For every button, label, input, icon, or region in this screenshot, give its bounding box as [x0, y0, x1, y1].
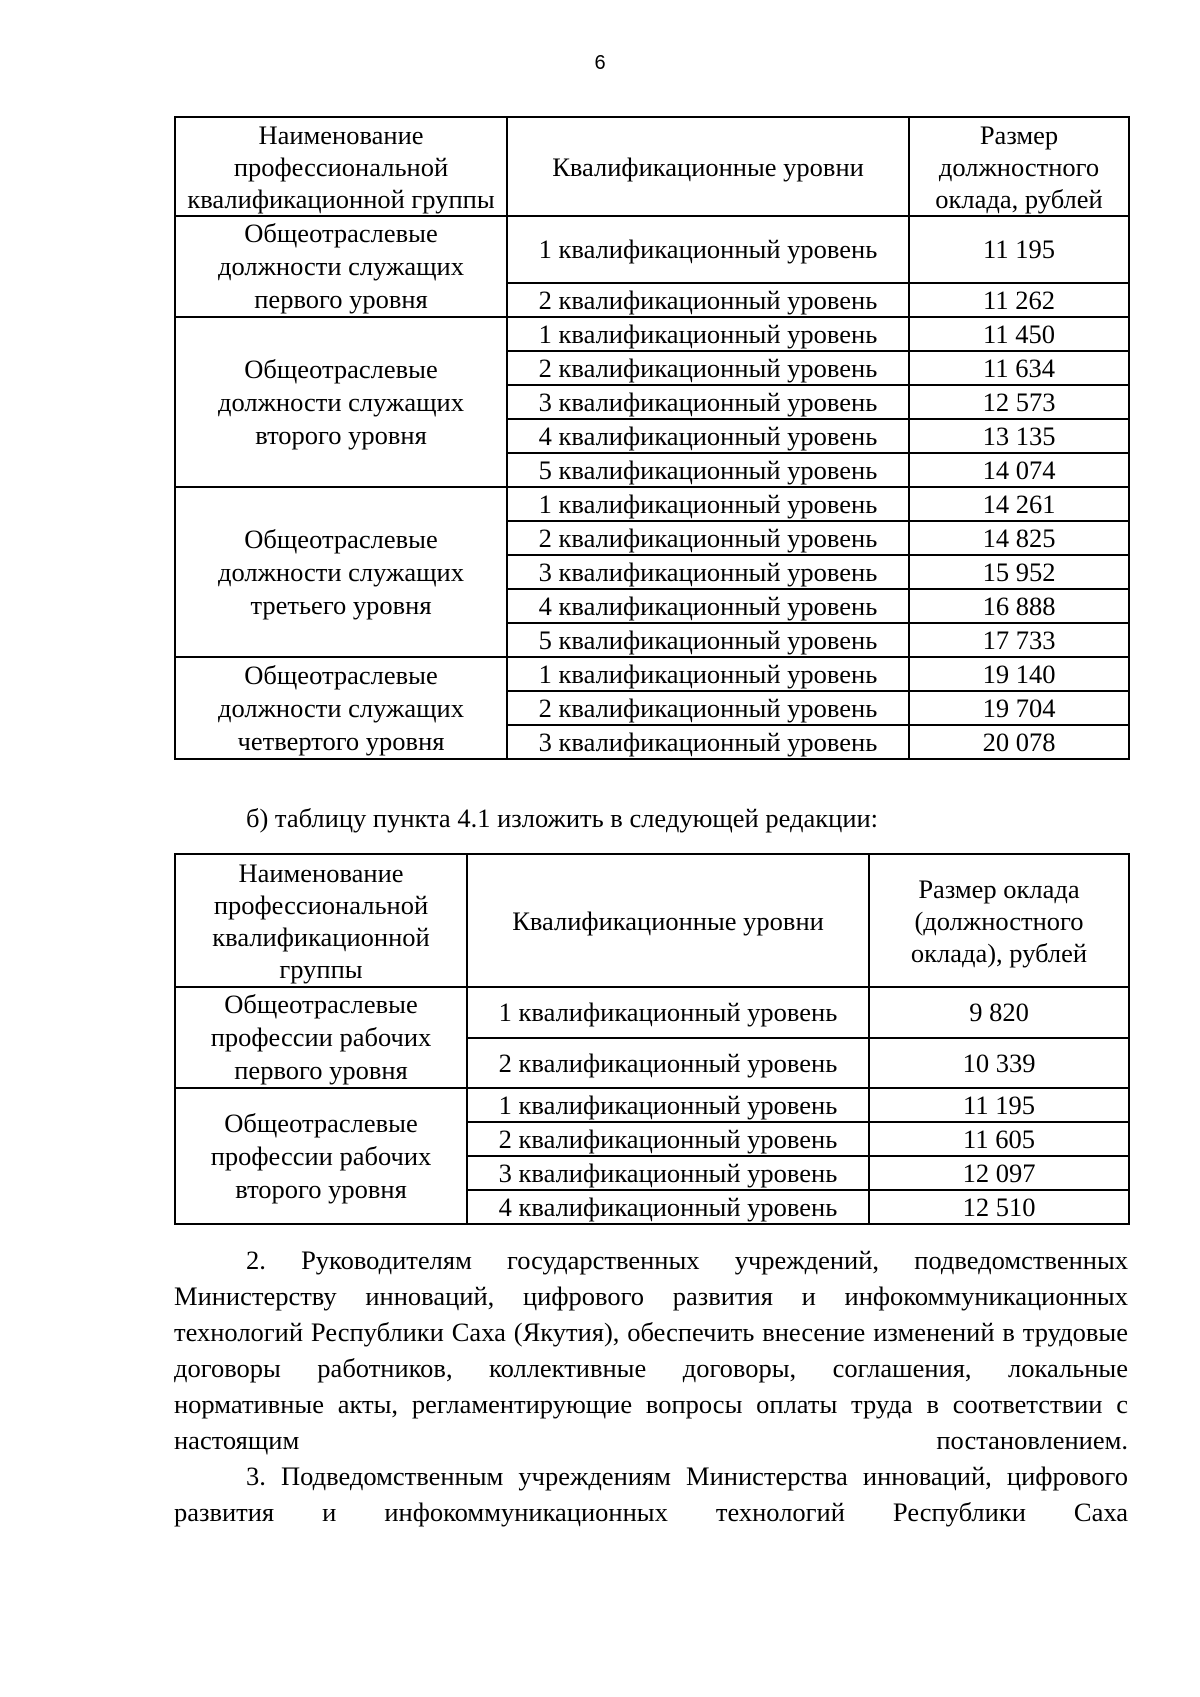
intro-b-text: б) таблицу пункта 4.1 изложить в следующей редакции: [246, 803, 879, 833]
level-cell: 2 квалификационный уровень [507, 691, 909, 725]
salary-cell: 11 450 [909, 317, 1129, 351]
level-cell: 4 квалификационный уровень [507, 589, 909, 623]
salary-cell: 16 888 [909, 589, 1129, 623]
salary-table-workers [174, 853, 1130, 1225]
page-number: 6 [594, 52, 606, 74]
group-name-cell: Общеотраслевые должности служащих первого уровня [175, 216, 507, 317]
level-cell: 2 квалификационный уровень [467, 1122, 869, 1156]
level-cell: 5 квалификационный уровень [507, 453, 909, 487]
salary-cell: 17 733 [909, 623, 1129, 657]
salary-cell: 19 704 [909, 691, 1129, 725]
level-cell: 2 квалификационный уровень [507, 521, 909, 555]
header-salary: Размер должностного оклада, рублей [909, 117, 1129, 216]
paragraph-2: 2. Руководителям государственных учреждений, подведомственных Министерству инноваций, цифрового развития и инфокоммуникационных технологий Республики Саха (Якутия), обеспечить внесение изменений в трудовые договоры работников, коллективные договоры, соглашения, локальные нормативные акты, регламентирующие вопросы оплаты труда в соответствии с настоящим постановлением. [174, 1245, 1128, 1455]
group-name-cell: Общеотраслевые должности служащих третьего уровня [175, 487, 507, 657]
salary-cell: 9 820 [869, 987, 1129, 1038]
salary-cell: 14 074 [909, 453, 1129, 487]
salary-cell: 19 140 [909, 657, 1129, 691]
level-cell: 1 квалификационный уровень [467, 987, 869, 1038]
group-name-cell: Общеотраслевые должности служащих четвертого уровня [175, 657, 507, 759]
table-row [175, 216, 1129, 283]
level-cell: 1 квалификационный уровень [507, 487, 909, 521]
salary-cell: 11 634 [909, 351, 1129, 385]
table-row [175, 987, 1129, 1038]
level-cell: 1 квалификационный уровень [507, 317, 909, 351]
table-header-row [175, 117, 1129, 216]
salary-table-employees [174, 116, 1130, 760]
salary-cell: 14 825 [909, 521, 1129, 555]
group-name-cell: Общеотраслевые должности служащих второго уровня [175, 317, 507, 487]
salary-cell: 14 261 [909, 487, 1129, 521]
level-cell: 3 квалификационный уровень [507, 555, 909, 589]
group-name-cell: Общеотраслевые профессии рабочих второго уровня [175, 1088, 467, 1224]
header-salary: Размер оклада (должностного оклада), рублей [869, 854, 1129, 987]
salary-cell: 11 195 [869, 1088, 1129, 1122]
level-cell: 3 квалификационный уровень [507, 725, 909, 759]
salary-cell: 20 078 [909, 725, 1129, 759]
header-levels: Квалификационные уровни [467, 854, 869, 987]
salary-cell: 11 605 [869, 1122, 1129, 1156]
salary-cell: 15 952 [909, 555, 1129, 589]
level-cell: 2 квалификационный уровень [467, 1038, 869, 1089]
salary-cell: 11 195 [909, 216, 1129, 283]
level-cell: 2 квалификационный уровень [507, 283, 909, 317]
level-cell: 2 квалификационный уровень [507, 351, 909, 385]
table-row [175, 487, 1129, 521]
table-header-row [175, 854, 1129, 987]
level-cell: 1 квалификационный уровень [507, 216, 909, 283]
level-cell: 4 квалификационный уровень [467, 1190, 869, 1224]
level-cell: 5 квалификационный уровень [507, 623, 909, 657]
salary-cell: 12 097 [869, 1156, 1129, 1190]
table-row [175, 1088, 1129, 1122]
level-cell: 3 квалификационный уровень [507, 385, 909, 419]
level-cell: 4 квалификационный уровень [507, 419, 909, 453]
salary-cell: 11 262 [909, 283, 1129, 317]
salary-cell: 10 339 [869, 1038, 1129, 1089]
level-cell: 3 квалификационный уровень [467, 1156, 869, 1190]
salary-cell: 13 135 [909, 419, 1129, 453]
paragraph-3: 3. Подведомственным учреждениям Министерства инноваций, цифрового развития и инфокоммуникационных технологий Республики Саха [174, 1461, 1128, 1527]
table-row [175, 317, 1129, 351]
group-name-cell: Общеотраслевые профессии рабочих первого уровня [175, 987, 467, 1088]
level-cell: 1 квалификационный уровень [507, 657, 909, 691]
header-group-name: Наименование профессиональной квалификационной группы [175, 854, 467, 987]
table-row [175, 657, 1129, 691]
header-group-name: Наименование профессиональной квалификационной группы [175, 117, 507, 216]
level-cell: 1 квалификационный уровень [467, 1088, 869, 1122]
header-levels: Квалификационные уровни [507, 117, 909, 216]
salary-cell: 12 573 [909, 385, 1129, 419]
salary-cell: 12 510 [869, 1190, 1129, 1224]
